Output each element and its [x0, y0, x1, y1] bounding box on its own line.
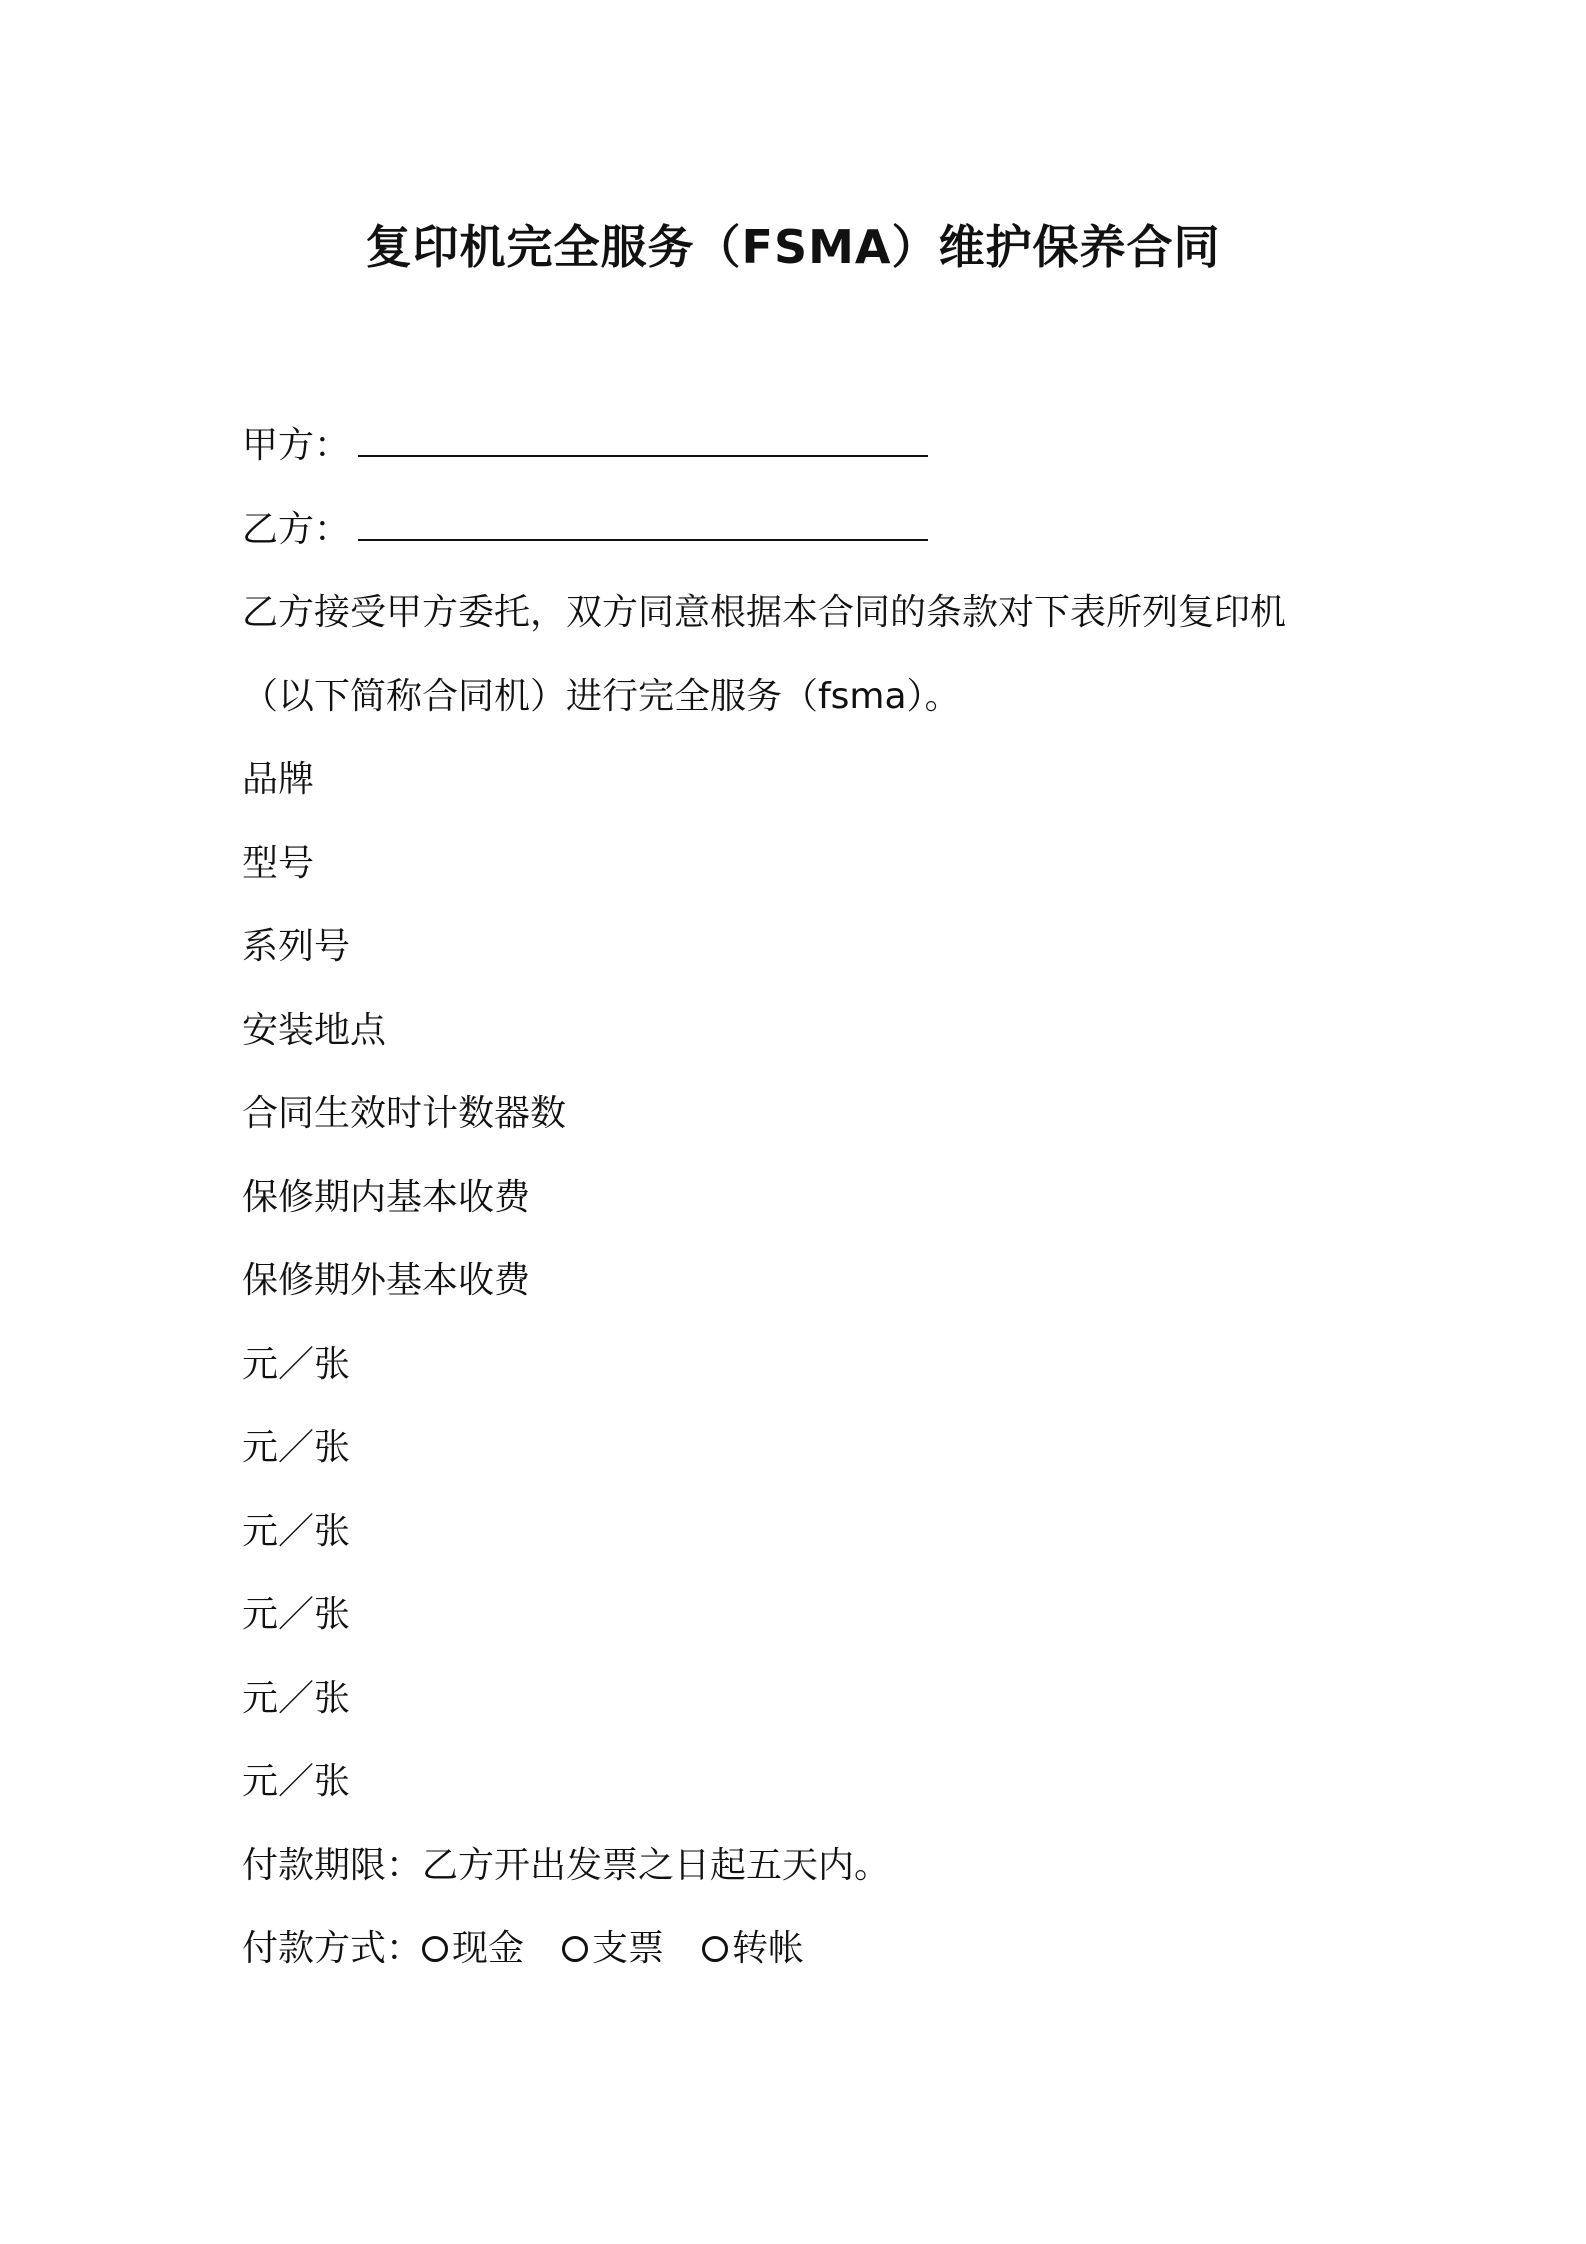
payment-option-check[interactable] — [562, 1907, 664, 1991]
payment-option-transfer[interactable] — [702, 1907, 804, 1991]
payment-option-label: 现金 — [452, 1928, 525, 1969]
field-fee-in-warranty: 保修期内基本收费 — [242, 1176, 531, 1218]
intro-line-1: 乙方接受甲方委托，双方同意根据本合同的条款对下表所列复印机 — [242, 592, 1287, 633]
intro-line-2: （以下简称合同机）进行完全服务（fsma）。 — [242, 675, 961, 717]
party-b-label: 乙方： — [242, 508, 351, 550]
field-model: 型号 — [242, 842, 315, 884]
radio-circle-icon[interactable] — [562, 1936, 588, 1962]
field-serial-number: 系列号 — [242, 926, 351, 967]
price-per-sheet-4: 元／张 — [242, 1594, 351, 1635]
contract-body — [242, 404, 1362, 1991]
price-per-sheet-2: 元／张 — [242, 1427, 351, 1468]
price-per-sheet-5: 元／张 — [242, 1677, 351, 1719]
field-fee-out-warranty: 保修期外基本收费 — [242, 1260, 531, 1301]
radio-circle-icon[interactable] — [422, 1936, 448, 1962]
payment-option-cash[interactable] — [422, 1907, 524, 1991]
document-title: 复印机完全服务（FSMA）维护保养合同 — [365, 220, 1221, 274]
price-per-sheet-1: 元／张 — [242, 1343, 351, 1385]
payment-term: 付款期限：乙方开出发票之日起五天内。 — [242, 1844, 891, 1886]
payment-method-line — [242, 1907, 1362, 1991]
field-counter-at-start: 合同生效时计数器数 — [242, 1093, 567, 1134]
payment-option-label: 支票 — [592, 1928, 665, 1969]
price-per-sheet-6: 元／张 — [242, 1761, 351, 1802]
field-install-location: 安装地点 — [242, 1009, 387, 1051]
party-a-label: 甲方： — [242, 425, 351, 466]
party-a-blank[interactable] — [358, 425, 928, 457]
price-per-sheet-3: 元／张 — [242, 1510, 351, 1552]
payment-method-label: 付款方式： — [242, 1928, 423, 1969]
party-b-blank[interactable] — [358, 509, 928, 541]
party-a-line — [242, 404, 1362, 488]
field-brand: 品牌 — [242, 759, 315, 800]
radio-circle-icon[interactable] — [702, 1936, 728, 1962]
party-b-line — [242, 488, 1362, 572]
payment-option-label: 转帐 — [732, 1928, 805, 1969]
